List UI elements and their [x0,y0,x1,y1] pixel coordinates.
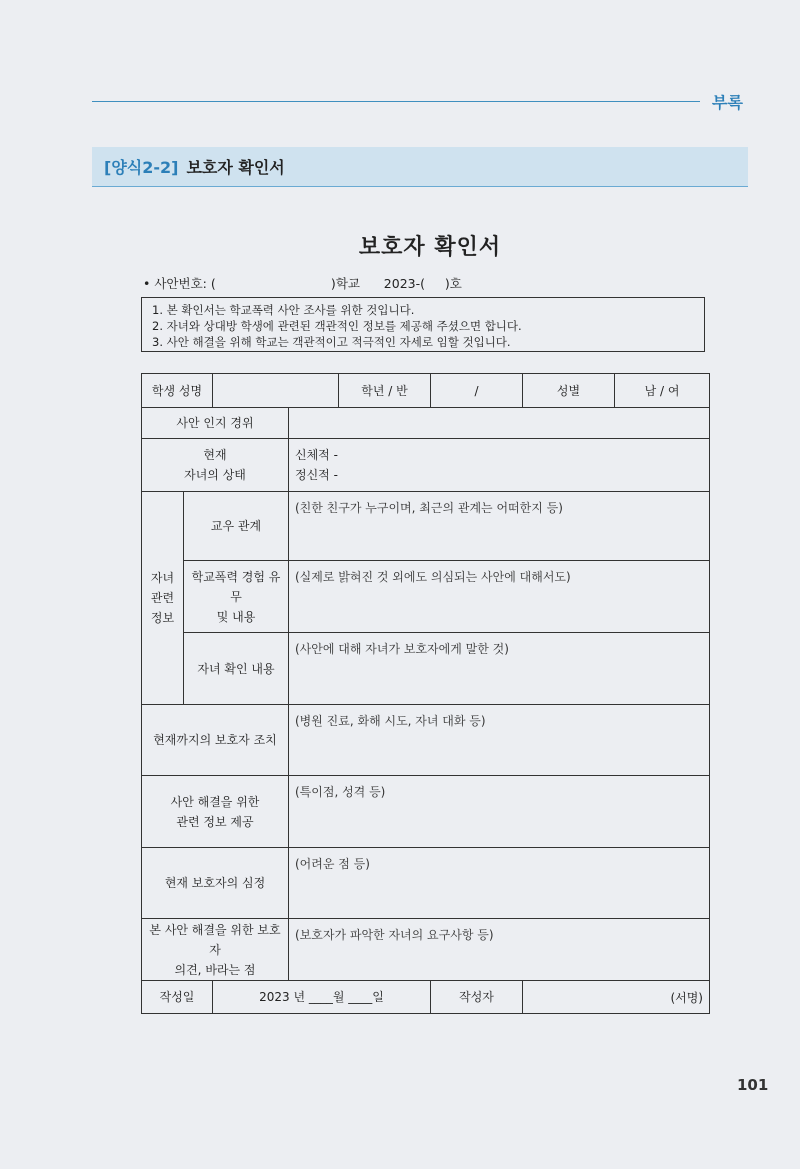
table-row [142,981,710,1014]
current-state-line: 자녀의 상태 [184,468,246,482]
notice-item: 3. 사안 해결을 위해 학교는 객관적이고 적극적인 자세로 임할 것입니다. [152,335,511,349]
current-state-label [142,439,289,492]
notice-item: 2. 자녀와 상대방 학생에 관련된 객관적인 정보를 제공해 주셨으면 합니다. [152,319,522,333]
table-row [142,492,710,561]
info-provide-line: 사안 해결을 위한 [170,794,260,809]
child-confirm-label: 자녀 확인 내용 [184,633,289,705]
guardian-mind-field[interactable]: (어려운 점 등) [289,848,710,919]
info-provide-field[interactable]: (특이점, 성격 등) [289,776,710,848]
mental-state: 정신적 - [295,468,338,482]
child-info-label [142,492,184,705]
child-confirm-field[interactable]: (사안에 대해 자녀가 보호자에게 말한 것) [289,633,710,705]
opinion-label [142,919,289,981]
violence-experience-label [184,561,289,633]
page-number: 101 [737,1076,769,1094]
header-rule [92,101,700,102]
child-info-line: 관련 [150,591,175,605]
case-number-line: • 사안번호: ( )학교 2023-( )호 [143,276,462,291]
table-row [142,919,710,981]
friendship-field[interactable]: (친한 친구가 누구이며, 최근의 관계는 어떠한지 등) [289,492,710,561]
guardian-mind-label: 현재 보호자의 심정 [142,848,289,919]
info-provide-label [142,776,289,848]
guardian-action-label: 현재까지의 보호자 조치 [142,705,289,776]
notice-box [141,297,705,352]
opinion-field[interactable]: (보호자가 파악한 자녀의 요구사항 등) [289,919,710,981]
table-row [142,848,710,919]
table-row [142,705,710,776]
date-field[interactable]: 2023 년 ____월 ____일 [213,981,431,1014]
physical-state: 신체적 - [295,448,338,462]
author-label: 작성자 [431,981,523,1014]
table-row [142,374,710,408]
table-row [142,633,710,705]
signature-field[interactable]: (서명) [523,981,710,1014]
gender-field[interactable]: 남 / 여 [615,374,710,408]
table-row [142,561,710,633]
guardian-form-table [141,373,710,1014]
violence-experience-line: 및 내용 [216,609,256,624]
table-row [142,439,710,492]
student-name-field[interactable] [213,374,339,408]
date-label: 작성일 [142,981,213,1014]
student-name-label: 학생 성명 [142,374,213,408]
awareness-field[interactable] [289,408,710,439]
document-title: 보호자 확인서 [358,235,502,260]
violence-experience-field[interactable]: (실제로 밝혀진 것 외에도 의심되는 사안에 대해서도) [289,561,710,633]
awareness-label: 사안 인지 경위 [142,408,289,439]
info-provide-line: 관련 정보 제공 [176,814,254,829]
notice-item: 1. 본 확인서는 학교폭력 사안 조사를 위한 것입니다. [152,303,415,317]
table-row [142,776,710,848]
current-state-line: 현재 [203,448,227,462]
form-banner [92,147,748,187]
opinion-line: 본 사안 해결을 위한 보호자 [149,922,281,957]
section-label: 부록 [712,93,743,112]
grade-class-label: 학년 / 반 [339,374,431,408]
friendship-label: 교우 관계 [184,492,289,561]
gender-label: 성별 [523,374,615,408]
grade-class-field[interactable]: / [431,374,523,408]
current-state-field[interactable] [289,439,710,492]
table-row [142,408,710,439]
opinion-line: 의견, 바라는 점 [174,962,256,977]
child-info-line: 자녀 [150,571,175,585]
guardian-action-field[interactable]: (병원 진료, 화해 시도, 자녀 대화 등) [289,705,710,776]
child-info-line: 정보 [150,611,175,625]
violence-experience-line: 학교폭력 경험 유무 [191,569,281,604]
form-code: [양식2-2] [104,158,179,177]
form-name: 보호자 확인서 [186,158,285,177]
